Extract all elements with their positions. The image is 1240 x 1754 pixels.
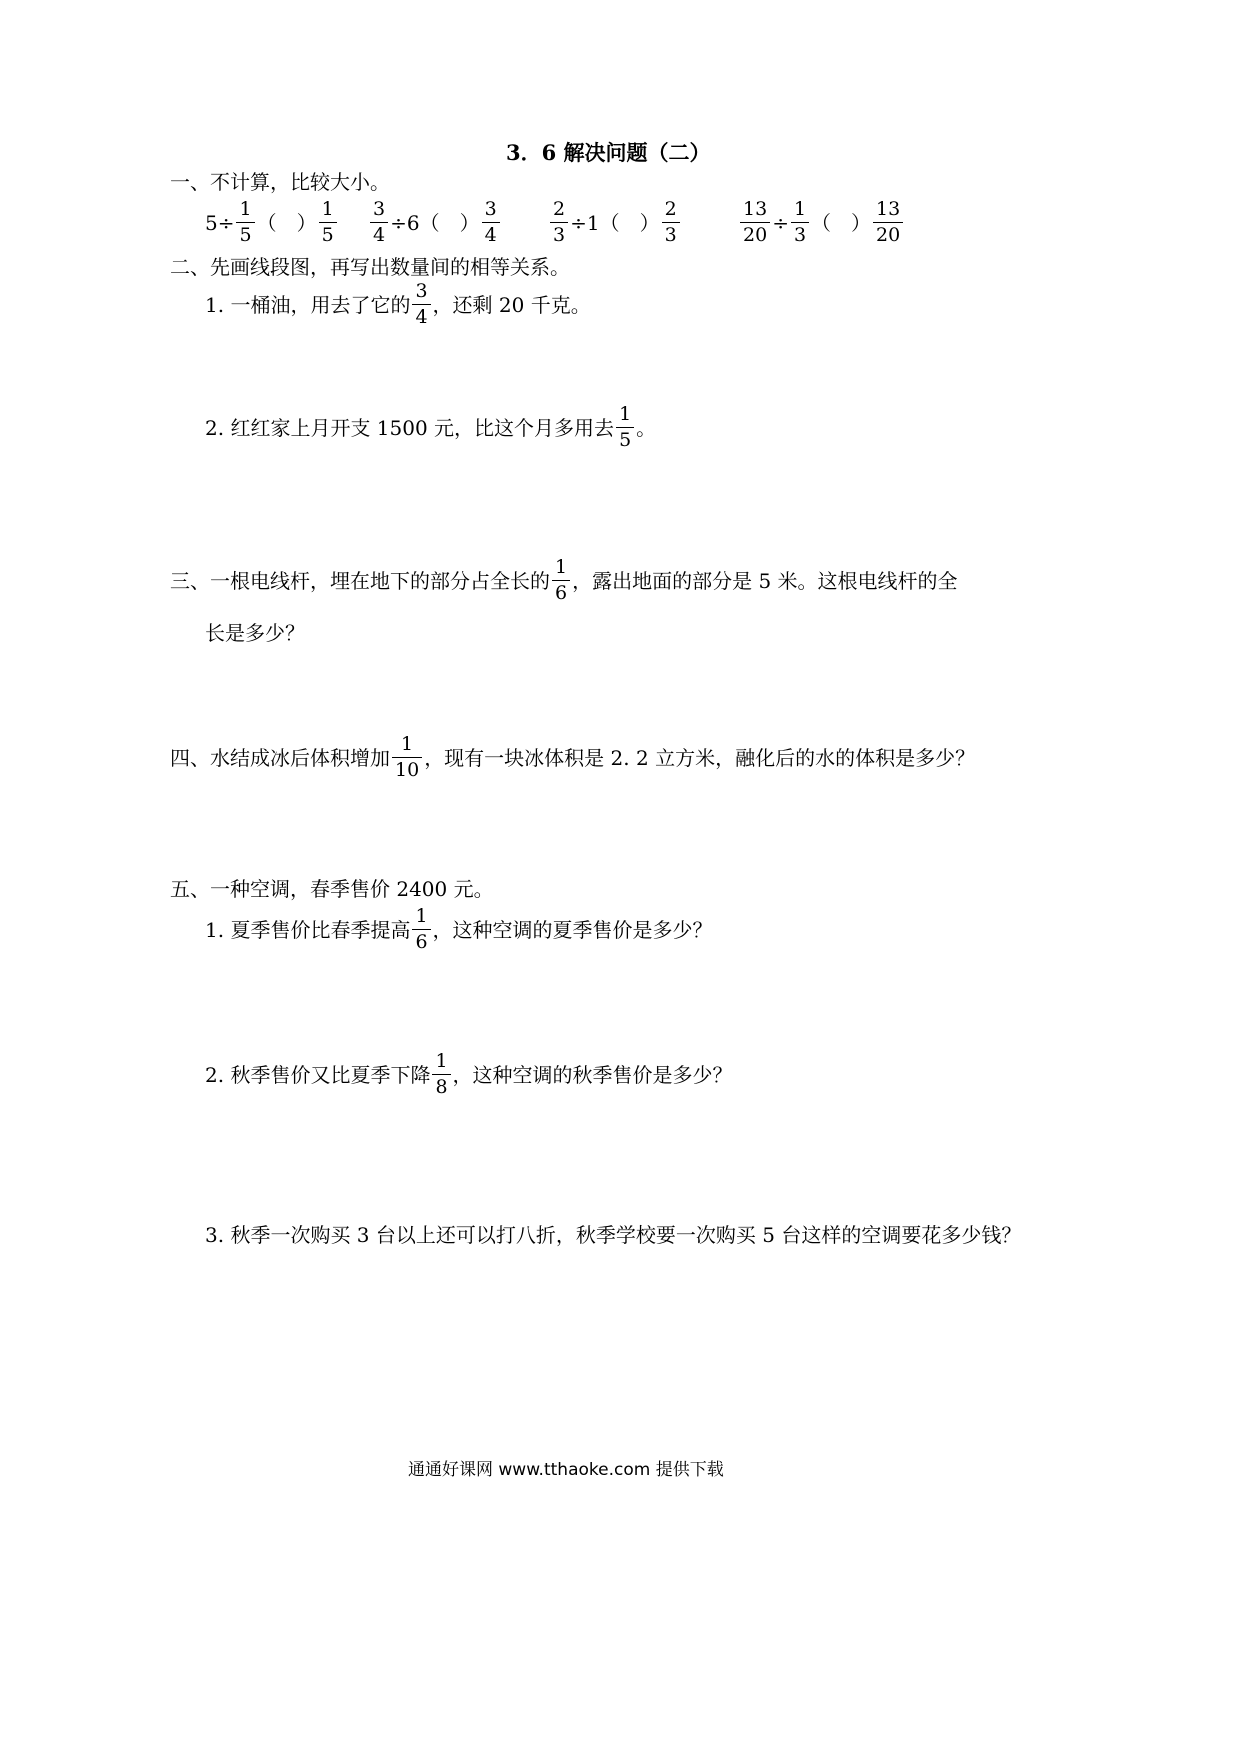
fraction: $\frac{1}{5}$	[319, 200, 337, 246]
section4-question	[170, 735, 975, 781]
expression-text: ÷6	[390, 210, 420, 235]
fraction: $\frac{1}{8}$	[432, 1052, 450, 1098]
question-text: 1. 夏季售价比春季提高	[205, 917, 411, 942]
question-5-1	[205, 907, 713, 953]
fraction: $\frac{3}{4}$	[482, 200, 500, 246]
fraction: $\frac{1}{10}$	[392, 735, 422, 781]
question-5-3: 3. 秋季一次购买 3 台以上还可以打八折，秋季学校要一次购买 5 台这样的空调要花多少钱？	[205, 1223, 1022, 1247]
question-text: 四、水结成冰后体积增加	[170, 745, 390, 770]
question-text: 。	[636, 415, 657, 440]
question-text: 三、一根电线杆，埋在地下的部分占全长的	[170, 568, 550, 593]
compare-item-4	[738, 200, 905, 246]
fraction: $\frac{2}{3}$	[662, 200, 680, 246]
question-text: 2. 红红家上月开支 1500 元，比这个月多用去	[205, 415, 615, 440]
expression-text: 5÷	[205, 210, 235, 235]
fraction: $\frac{2}{3}$	[550, 200, 568, 246]
fraction: $\frac{13}{20}$	[740, 200, 770, 246]
page-title: 3．6 解决问题（二）	[506, 140, 711, 165]
footer-text: 通通好课网 www.tthaoke.com 提供下载	[408, 1460, 724, 1480]
compare-item-1	[205, 200, 339, 246]
fraction: $\frac{13}{20}$	[873, 200, 903, 246]
fraction: $\frac{3}{4}$	[370, 200, 388, 246]
question-text: ，还剩 20 千克。	[432, 292, 591, 317]
expression-text: ÷	[772, 210, 789, 235]
fraction: $\frac{1}{6}$	[552, 558, 570, 604]
section3-question-line2: 长是多少？	[205, 621, 305, 645]
expression-text: ÷1	[570, 210, 600, 235]
answer-blank: （ ）	[811, 210, 872, 235]
fraction: $\frac{1}{6}$	[412, 907, 430, 953]
answer-blank: （ ）	[599, 210, 660, 235]
fraction: $\frac{1}{5}$	[236, 200, 254, 246]
section5-heading: 五、一种空调，春季售价 2400 元。	[170, 877, 494, 901]
question-text: 2. 秋季售价又比夏季下降	[205, 1062, 431, 1087]
section1-heading: 一、不计算，比较大小。	[170, 170, 390, 194]
question-text: ，这种空调的夏季售价是多少？	[432, 917, 713, 942]
answer-blank: （ ）	[419, 210, 480, 235]
compare-item-3	[548, 200, 682, 246]
question-2-2	[205, 405, 656, 451]
question-text: ，露出地面的部分是 5 米。这根电线杆的全	[572, 568, 958, 593]
section2-heading: 二、先画线段图，再写出数量间的相等关系。	[170, 255, 570, 279]
fraction: $\frac{1}{5}$	[616, 405, 634, 451]
fraction: $\frac{1}{3}$	[791, 200, 809, 246]
question-5-2	[205, 1052, 733, 1098]
question-text: ，这种空调的秋季售价是多少？	[452, 1062, 733, 1087]
question-text: ，现有一块冰体积是 2. 2 立方米，融化后的水的体积是多少？	[424, 745, 976, 770]
answer-blank: （ ）	[256, 210, 317, 235]
question-2-1	[205, 282, 591, 328]
compare-item-2	[368, 200, 502, 246]
fraction: $\frac{3}{4}$	[412, 282, 430, 328]
question-text: 1. 一桶油，用去了它的	[205, 292, 411, 317]
section3-question	[170, 558, 958, 604]
